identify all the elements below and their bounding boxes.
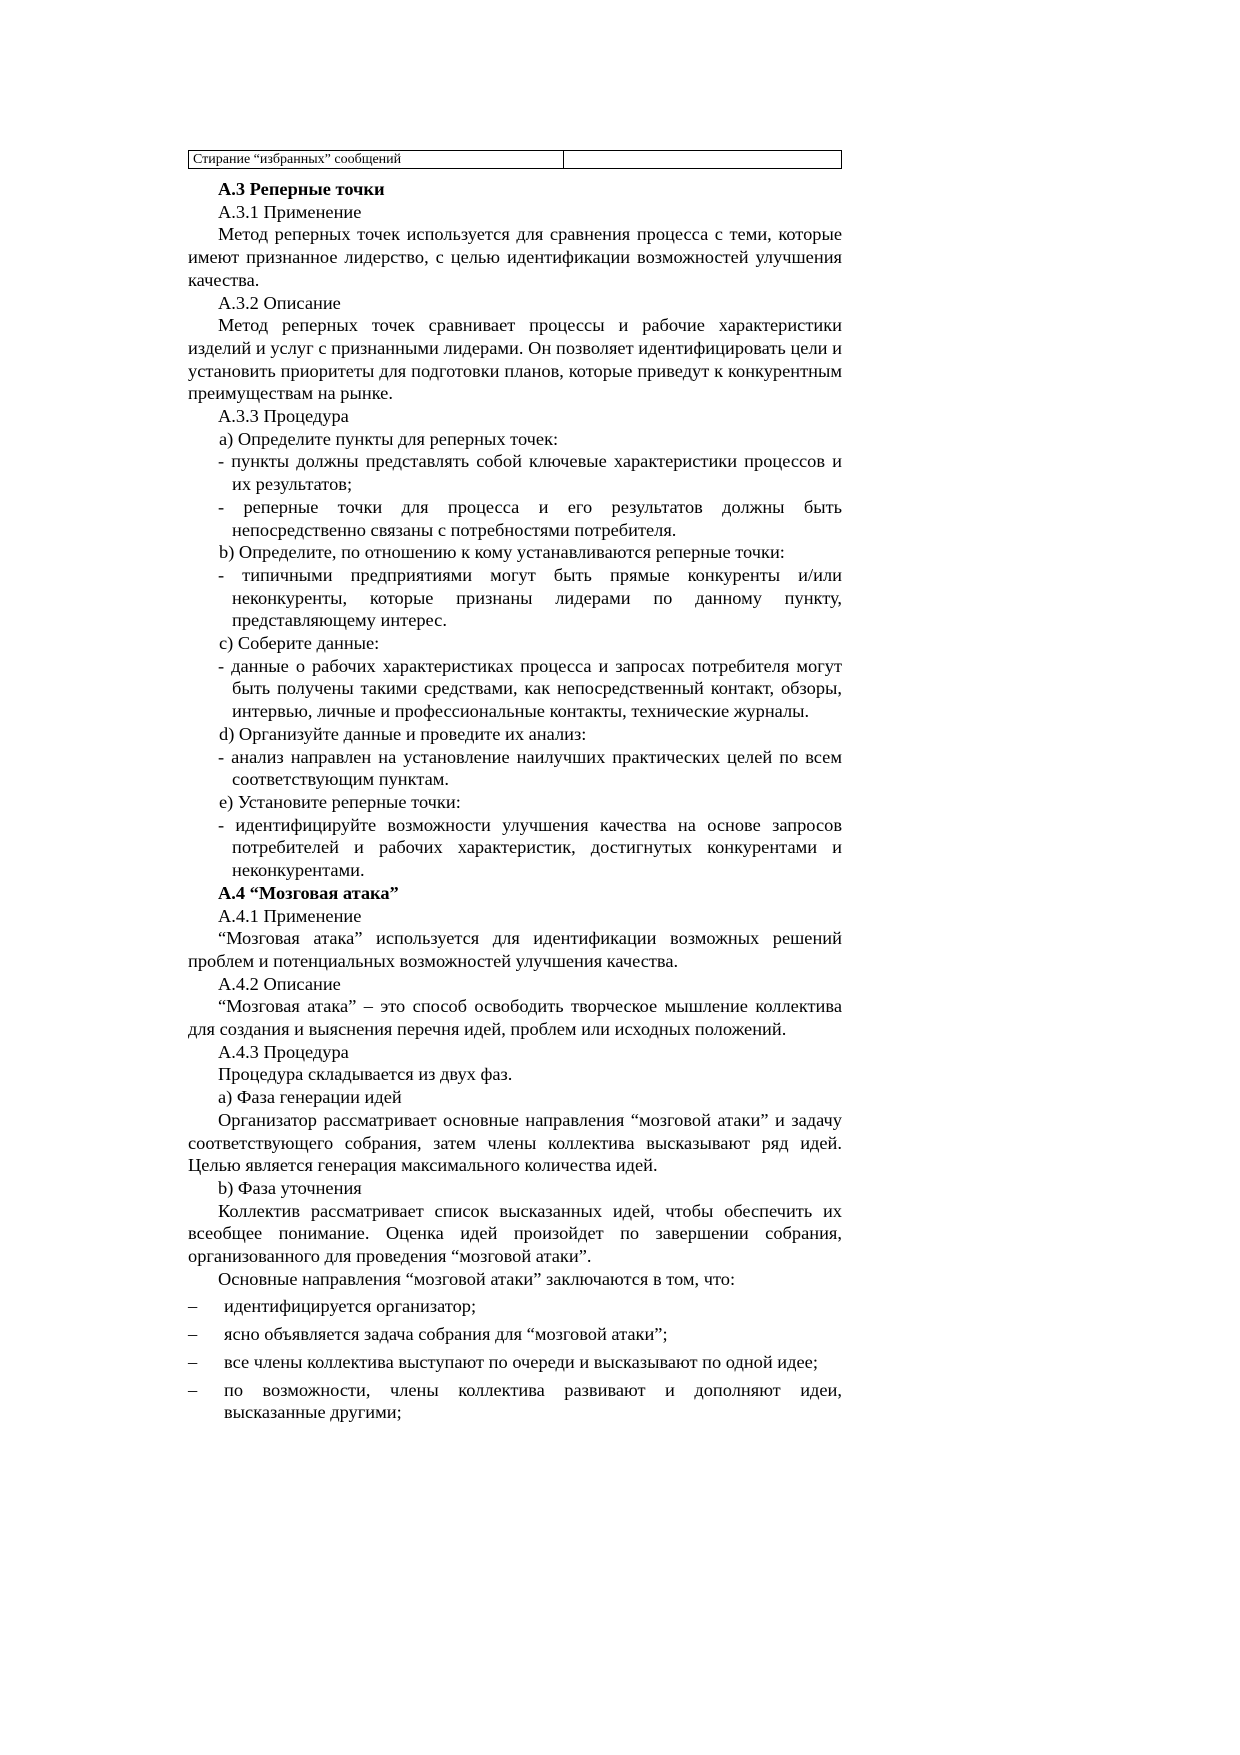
paragraph: Метод реперных точек сравнивает процессы и рабочие характеристики изделий и услуг с признанными лидерами. Он позволяет идентифицировать цели и установить приоритеты для подготовки планов, которые приведут к конкурентным преимуществам на рынке. xyxy=(188,315,842,404)
procedure-item: - пункты должны представлять собой ключевые характеристики процессов и их результатов; xyxy=(218,451,842,495)
procedure-item: - типичными предприятиями могут быть прямые конкуренты и/или неконкуренты, которые признаны лидерами по данному пункту, представляющему интерес. xyxy=(218,564,842,631)
subsection-heading: А.4.3 Процедура xyxy=(218,1041,349,1062)
paragraph: Организатор рассматривает основные направления “мозговой атаки” и задачу соответствующего собрания, затем члены коллектива высказывают ряд идей. Целью является генерация максимального количества идей. xyxy=(188,1109,842,1176)
procedure-step: e) Установите реперные точки: xyxy=(219,791,461,812)
paragraph: “Мозговая атака” – это способ освободить творческое мышление коллектива для создания и выяснения перечня идей, проблем или исходных положений. xyxy=(188,996,842,1040)
subsection-heading: А.3.1 Применение xyxy=(218,201,362,222)
list-item xyxy=(188,1295,842,1318)
subsection-heading: А.3.3 Процедура xyxy=(218,406,349,427)
table-cell-empty xyxy=(564,151,841,168)
dash-marker: – xyxy=(188,1324,198,1345)
paragraph: Метод реперных точек используется для сравнения процесса с теми, которые имеют признанное лидерство, с целью идентификации возможностей улучшения качества. xyxy=(188,224,842,290)
dash-marker: – xyxy=(188,1351,198,1372)
procedure-item: - данные о рабочих характеристиках процесса и запросах потребителя могут быть получены такими средствами, как непосредственный контакт, обзоры, интервью, личные и профессиональные контакты, технические журналы. xyxy=(218,655,842,722)
subsection-heading: А.4.2 Описание xyxy=(218,973,341,994)
paragraph: Процедура складывается из двух фаз. xyxy=(218,1064,513,1085)
list-item-text: по возможности, члены коллектива развивают и дополняют идеи, высказанные другими; xyxy=(224,1379,842,1423)
procedure-step: a) Определите пункты для реперных точек: xyxy=(219,428,559,449)
procedure-item: - анализ направлен на установление наилучших практических целей по всем соответствующим пунктам. xyxy=(218,746,842,790)
subsection-heading: А.4.1 Применение xyxy=(218,905,362,926)
paragraph: Основные направления “мозговой атаки” заключаются в том, что: xyxy=(218,1268,736,1289)
document-page xyxy=(188,150,842,1424)
list-item-text: все члены коллектива выступают по очереди и высказывают по одной идее; xyxy=(224,1351,818,1372)
procedure-step: d) Организуйте данные и проведите их анализ: xyxy=(219,723,587,744)
table-cell: Стирание “избранных” сообщений xyxy=(189,151,564,168)
list-item xyxy=(188,1351,842,1374)
procedure-step: c) Соберите данные: xyxy=(219,633,380,654)
list-item xyxy=(188,1323,842,1346)
section-heading: А.3 Реперные точки xyxy=(218,179,385,199)
procedure-item: - идентифицируйте возможности улучшения качества на основе запросов потребителей и рабочих характеристик, достигнутых конкурентами и неконкурентами. xyxy=(218,814,842,881)
list-item-text: ясно объявляется задача собрания для “мозговой атаки”; xyxy=(224,1324,668,1345)
paragraph: Коллектив рассматривает список высказанных идей, чтобы обеспечить их всеобщее понимание. Оценка идей произойдет по завершении собрания, организованного для проведения “мозговой атаки”. xyxy=(188,1200,842,1267)
table-row xyxy=(188,150,842,169)
list-item-text: идентифицируется организатор; xyxy=(224,1296,477,1317)
procedure-step: b) Определите, по отношению к кому устанавливаются реперные точки: xyxy=(219,542,785,563)
list-item xyxy=(188,1379,842,1424)
phase-heading: b) Фаза уточнения xyxy=(218,1177,362,1198)
subsection-heading: А.3.2 Описание xyxy=(218,292,341,313)
paragraph: “Мозговая атака” используется для идентификации возможных решений проблем и потенциальных возможностей улучшения качества. xyxy=(188,928,842,971)
dash-marker: – xyxy=(188,1379,198,1400)
dash-marker: – xyxy=(188,1296,198,1317)
procedure-item: - реперные точки для процесса и его результатов должны быть непосредственно связаны с потребностями потребителя. xyxy=(218,496,842,540)
phase-heading: a) Фаза генерации идей xyxy=(218,1087,402,1108)
section-heading: А.4 “Мозговая атака” xyxy=(218,882,399,903)
